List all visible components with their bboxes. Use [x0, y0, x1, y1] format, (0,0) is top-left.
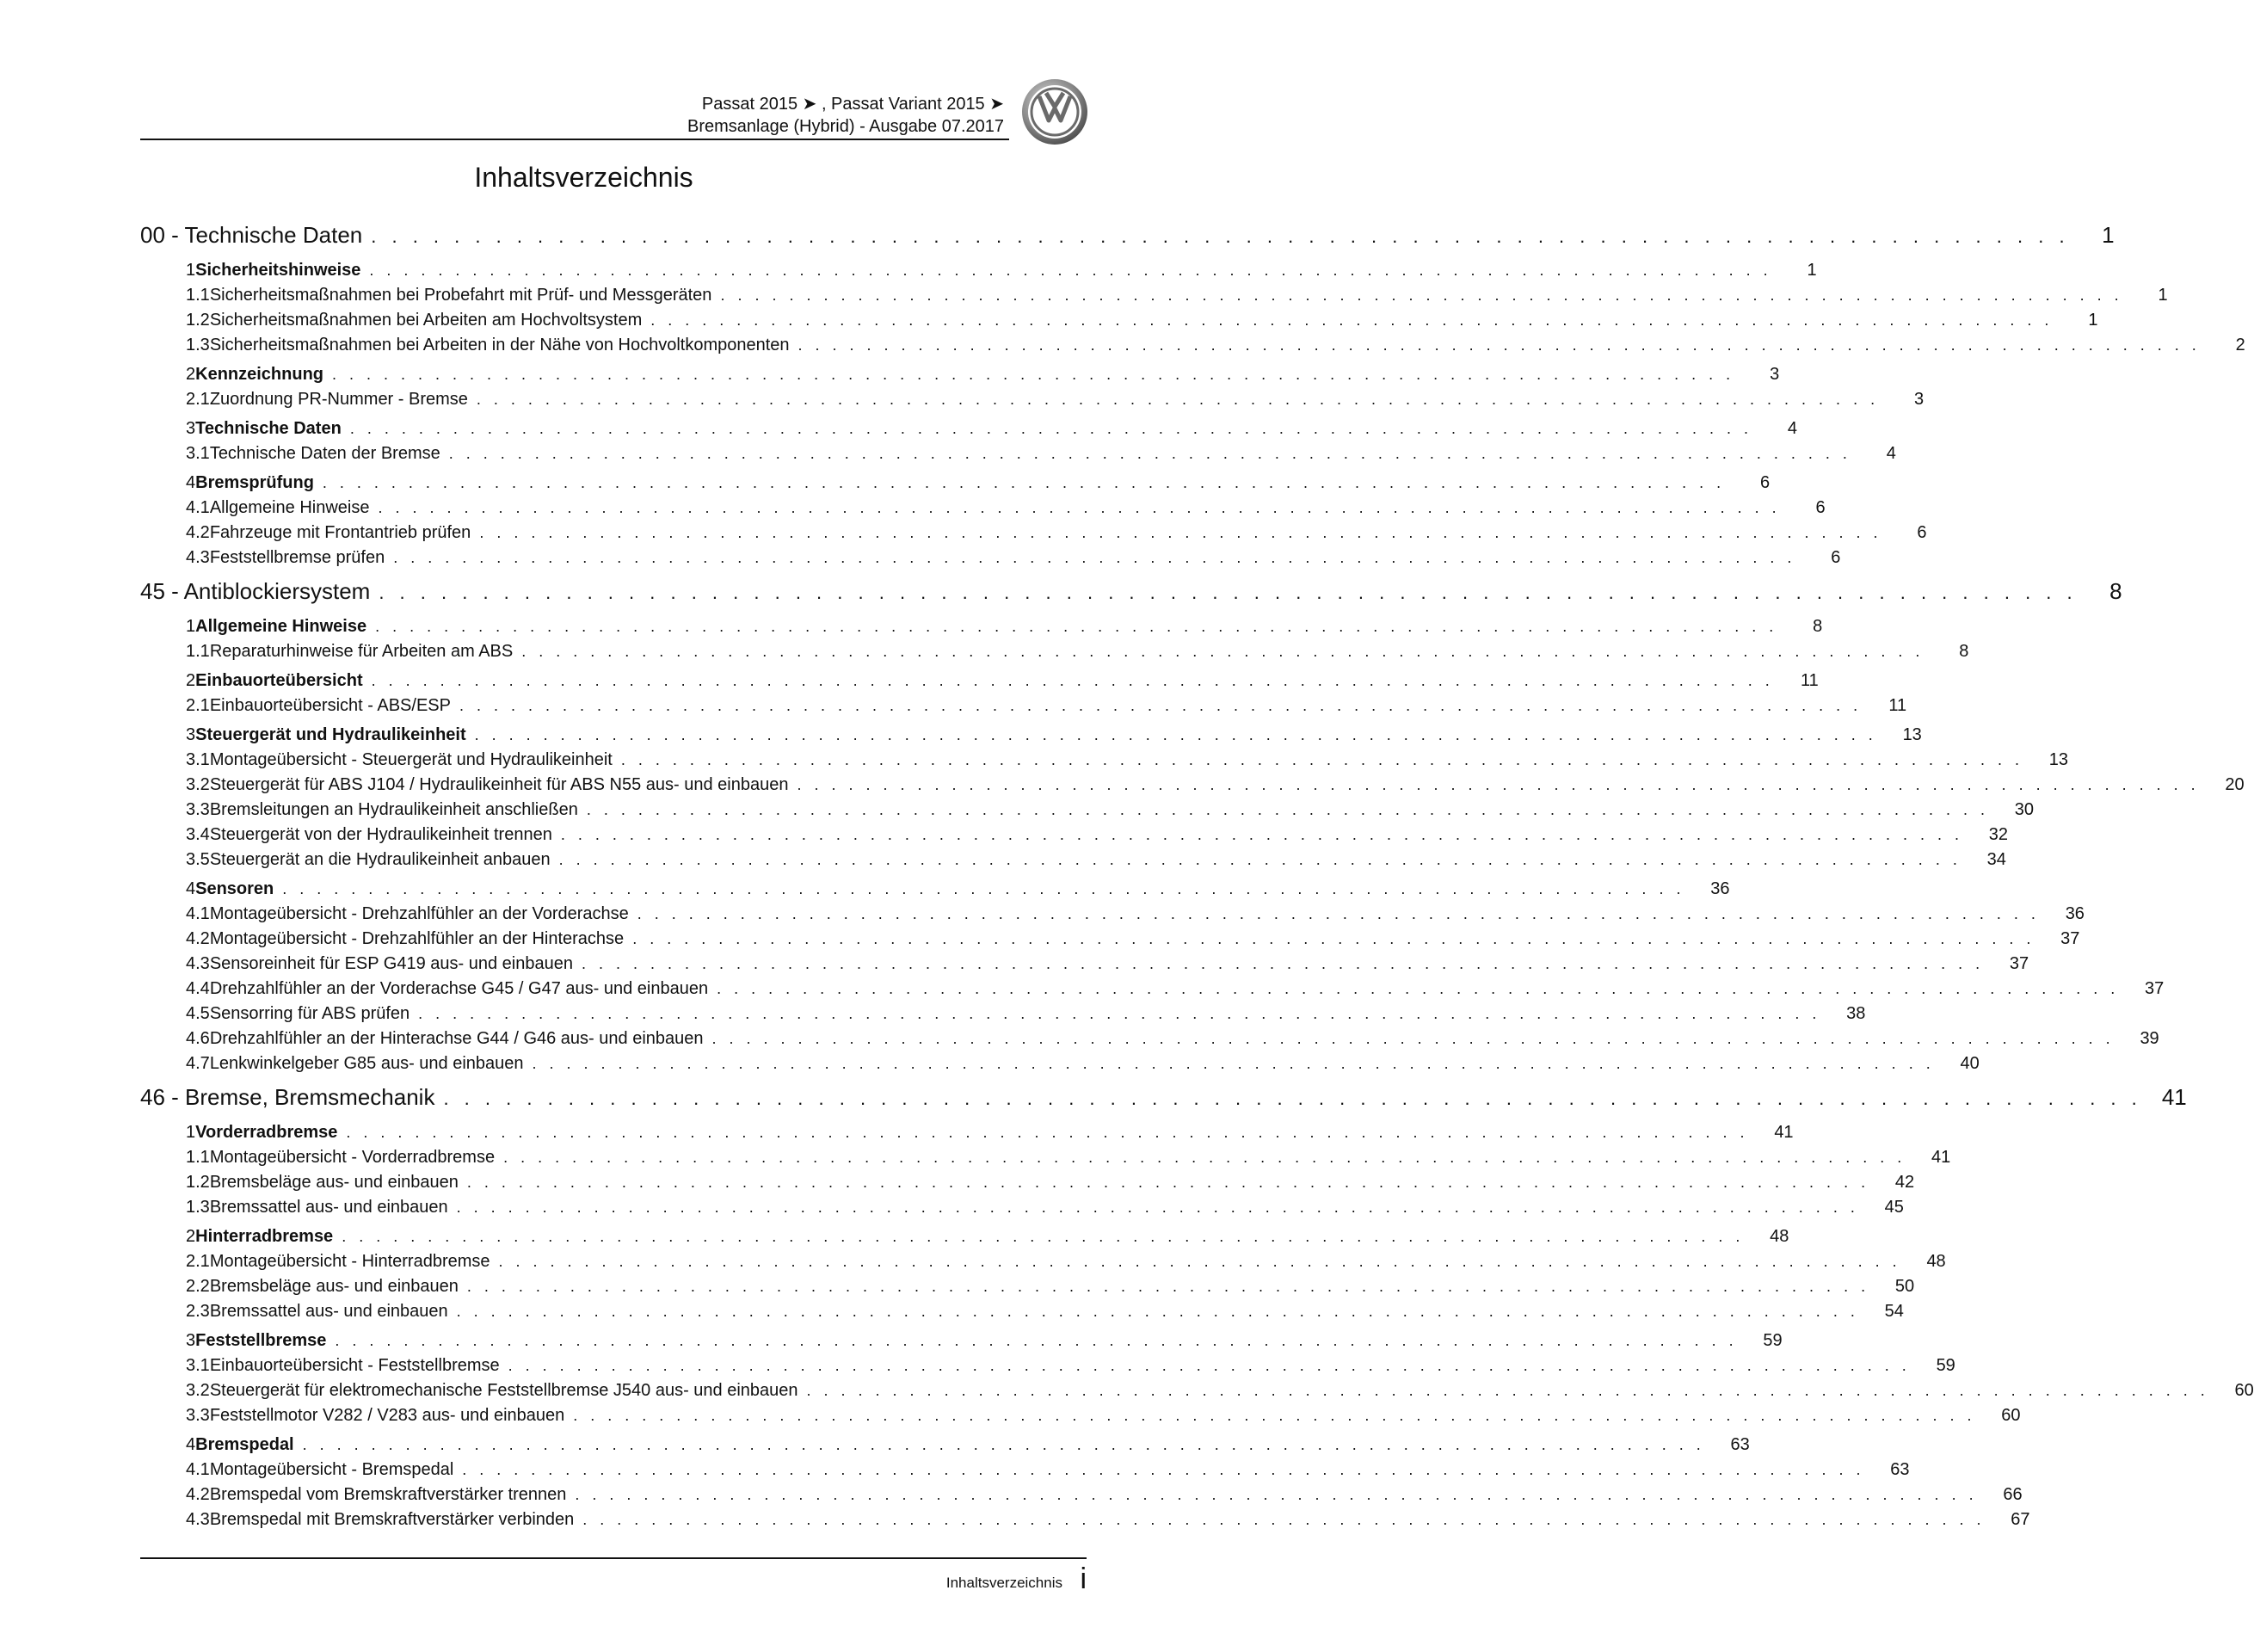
toc-entry-page: 67 — [2011, 1510, 2030, 1529]
toc-entry-title: Steuergerät von der Hydraulikeinheit trennen — [209, 825, 552, 844]
toc-entry[interactable] — [140, 825, 2009, 850]
toc-entry-title: Bremsprüfung — [195, 473, 314, 492]
toc-entry-number: 4 — [186, 473, 196, 492]
toc-entry-number: 2.1 — [186, 390, 210, 409]
toc-entry-page: 4 — [1787, 419, 1797, 438]
toc-entry-number: 2 — [186, 671, 196, 690]
toc-entry-title: Montageübersicht - Vorderradbremse — [209, 1148, 496, 1167]
toc-entry[interactable] — [140, 904, 2085, 929]
toc-entry[interactable] — [140, 642, 1969, 667]
toc-leader-dots: . . . . . . . . . . . . . . . . . . . . . . . . . . . . . . . . . . . . . . . . . . . . . . . . . . . . . . . . . . . . . . . . . . . . . . . . . . . . . . . . . . — [586, 801, 1990, 818]
toc-leader-dots: . . . . . . . . . . . . . . . . . . . . . . . . . . . . . . . . . . . . . . . . . . . . . . . . . . . . . . . . . . . . . . . . . . . . . . . . . . . . . . . . . . — [332, 366, 1735, 383]
toc-entry-page: 54 — [1884, 1302, 1904, 1321]
toc-entry[interactable] — [140, 419, 1797, 444]
header-text — [687, 93, 1004, 138]
toc-entry[interactable] — [140, 1381, 2254, 1406]
toc-entry-number: 2 — [186, 365, 196, 384]
page-header — [140, 93, 1009, 141]
toc-entry-title: Bremssattel aus- und einbauen — [209, 1198, 448, 1217]
toc-entry[interactable] — [140, 498, 1826, 523]
header-edition-line: Bremsanlage (Hybrid) - Ausgabe 07.2017 — [687, 117, 1004, 136]
toc-entry-page: 36 — [2065, 904, 2085, 923]
toc-entry-title: Feststellbremse — [195, 1331, 327, 1350]
toc-entry-number: 3.3 — [186, 1406, 210, 1425]
toc-entry[interactable] — [140, 1331, 1783, 1356]
toc-entry-page: 34 — [1986, 850, 2006, 869]
toc-chapter — [140, 578, 2245, 1079]
toc-entry-number: 1.1 — [186, 286, 210, 305]
toc-chapter-heading[interactable] — [140, 1084, 2187, 1119]
toc-entry-number: 4.1 — [186, 1460, 210, 1479]
toc-entry[interactable] — [140, 929, 2080, 954]
toc-chapter-title: 00 - Technische Daten — [140, 222, 363, 248]
toc-leader-dots: . . . . . . . . . . . . . . . . . . . . . . . . . . . . . . . . . . . . . . . . . . . . . . . . . . . . . . . . . . . . . . . . . . . . . . . . . . . . . . . . . . — [375, 618, 1778, 635]
toc-entry-title: Zuordnung PR-Nummer - Bremse — [209, 390, 468, 409]
toc-leader-dots: . . . . . . . . . . . . . . . . . . . . . . . . . . . . . . . . . . . . . . . . . . . . . . . . . . . . . . . . . . . . . . . . . . . . . . . . . . . . . . . . . . — [717, 980, 2120, 997]
toc-entry[interactable] — [140, 879, 1730, 904]
toc-entry-title: Bremssattel aus- und einbauen — [209, 1302, 448, 1321]
toc-entry-page: 37 — [2145, 979, 2165, 998]
toc-entry-title: Bremsbeläge aus- und einbauen — [209, 1173, 459, 1192]
toc-entry-number: 2.1 — [186, 696, 210, 715]
toc-leader-dots: . . . . . . . . . . . . . . . . . . . . . . . . . . . . . . . . . . . . . . . . . . . . . . . . . . . . . . . . . . . . . . . . . . . . . . . . . . . . . . . . . . — [476, 391, 1880, 408]
toc-group — [140, 879, 2165, 1079]
toc-leader-dots: . . . . . . . . . . . . . . . . . . . . . . . . . . . . . . . . . . . . . . . . . . . . . . . . . . . . . . . . . . . . . . . . . . . . . . . . . . . . . . . . . . — [462, 1461, 1865, 1478]
toc-entry-page: 41 — [1931, 1148, 1951, 1167]
toc-leader-dots: . . . . . . . . . . . . . . . . . . . . . . . . . . . . . . . . . . . . . . . . . . . . . . . . . . . . . . . . . . . . . . . . . . . . . . . . . . . . . . . . . . — [371, 672, 1774, 689]
toc-entry[interactable] — [140, 1029, 2159, 1054]
toc-entry-title: Sensoren — [195, 879, 274, 898]
toc-entry[interactable] — [140, 1460, 1910, 1485]
toc-entry-page: 2 — [2235, 336, 2245, 354]
toc-leader-dots: . . . . . . . . . . . . . . . . . . . . . . . . . . . . . . . . . . . . . . . . . . . . . . . . . . . . . . . . . . . . . . . . . . . . . . . . . . . . . . . . . . — [369, 262, 1772, 279]
toc-entry-page: 30 — [2014, 800, 2035, 819]
toc-leader-dots: . . . . . . . . . . . . . . . . . . . . . . . . . . . . . . . . . . . . . . . . . . . . . . . . . . . . . . . . . . . . . . . . . . . . . . . . . . . . . . . . . . — [720, 287, 2123, 304]
toc-entry-number: 3.4 — [186, 825, 210, 844]
toc-entry-page: 3 — [1913, 390, 1925, 409]
toc-entry-title: Einbauorteübersicht — [195, 671, 363, 690]
toc-entry-number: 2 — [186, 1227, 196, 1246]
toc-leader-dots: . . . . . . . . . . . . . . . . . . . . . . . . . . . . . . . . . . . . . . . . . . . . . . . . . . . . . . . . . . . . . . . . . . . . . . . . . . . . . . . . . . — [456, 1303, 1859, 1320]
toc-group — [140, 671, 1907, 721]
toc-group — [140, 1331, 2254, 1431]
toc-leader-dots: . . . . . . . . . . . . . . . . . . . . . . . . . . . . . . . . . . . . . . . . . . . . . . . . . . . . . . . . . . . . . . . . . . . . . . . . . . . . . . . . . . — [573, 1407, 1976, 1424]
toc-entry[interactable] — [140, 696, 1907, 721]
toc-entry-title: Drehzahlfühler an der Vorderachse G45 / G47 aus- und einbauen — [209, 979, 709, 998]
toc-entry[interactable] — [140, 979, 2165, 1004]
toc-entry-number: 1.3 — [186, 1198, 210, 1217]
toc-leader-dots: . . . . . . . . . . . . . . . . . . . . . . . . . . . . . . . . . . . . . . . . . . . . . . . . . . . . . . . . . . . . . . . . . . . . . . . . . . . . . . . . . . — [456, 1199, 1859, 1216]
toc-leader-dots: . . . . . . . . . . . . . . . . . . . . . . . . . . . . . . . . . . . . . . . . . . . . . . . . . . . . . . . . . . . . . . . . . . . . . . . . . . . . . . . . . . — [418, 1005, 1821, 1022]
toc-entry-number: 4.4 — [186, 979, 210, 998]
toc-entry[interactable] — [140, 1198, 1904, 1223]
toc-leader-dots: . . . . . . . . . . . . . . . . . . . . . . . . . . . . . . . . . . . . . . . . . . . . . . . . . . . . . . . . . . . . . . . . . . . . . . . . . . . . . . . . . . — [349, 420, 1752, 437]
toc-entry-page: 48 — [1770, 1227, 1789, 1246]
toc-leader-dots: . . . . . . . . . . . . . . . . . . . . . . . . . . . . . . . . . . . . . . . . . . . . . . . . . . . . . . . . . . . . . . . . . . . . . . . . . . . . . . . . . . — [582, 1511, 1986, 1528]
toc-leader-dots: . . . . . . . . . . . . . . . . . . . . . . . . . . . . . . . . . . . . . . . . . . . . . . . . . . . . . . . . . . . . . . . . . . . . . . . . . . . . . . . . . . — [620, 751, 2024, 768]
toc-leader-dots: . . . . . . . . . . . . . . . . . . . . . . . . . . . . . . . . . . . . . . . . . . . . . . . . . . . . . . . . . . . . . . . . . . . . . . . . . . . . . . . . . . — [322, 474, 1726, 491]
toc-entry-number: 4.5 — [186, 1004, 210, 1023]
header-model-line: Passat 2015 ➤ , Passat Variant 2015 ➤ — [701, 95, 1004, 114]
toc-entry-page: 38 — [1846, 1004, 1866, 1023]
toc-entry-page: 8 — [1959, 642, 1969, 661]
toc-leader-dots: . . . . . . . . . . . . . . . . . . . . . . . . . . . . . . . . . . . . . . . . . . . . . . . . . . . . . . . . . . . . . . . . . . . . . . . . . . . . . . . . . . — [379, 582, 2078, 603]
toc-chapter-page: 8 — [2109, 578, 2122, 604]
toc-entry[interactable] — [140, 1123, 1794, 1148]
toc-entry-page: 36 — [1710, 879, 1730, 898]
toc-leader-dots: . . . . . . . . . . . . . . . . . . . . . . . . . . . . . . . . . . . . . . . . . . . . . . . . . . . . . . . . . . . . . . . . . . . . . . . . . . . . . . . . . . — [448, 445, 1851, 462]
toc-entry[interactable] — [140, 1302, 1904, 1327]
toc-entry[interactable] — [140, 671, 1819, 696]
toc-entry-page: 1 — [2088, 311, 2098, 330]
toc-entry[interactable] — [140, 617, 1823, 642]
toc-leader-dots: . . . . . . . . . . . . . . . . . . . . . . . . . . . . . . . . . . . . . . . . . . . . . . . . . . . . . . . . . . . . . . . . . . . . . . . . . . . . . . . . . . — [335, 1332, 1738, 1349]
toc-entry-title: Lenkwinkelgeber G85 aus- und einbauen — [209, 1054, 524, 1073]
toc-entry-number: 1.2 — [186, 1173, 210, 1192]
toc-entry-title: Feststellmotor V282 / V283 aus- und einbauen — [209, 1406, 565, 1425]
toc-chapter-heading[interactable] — [140, 578, 2122, 613]
toc-leader-dots: . . . . . . . . . . . . . . . . . . . . . . . . . . . . . . . . . . . . . . . . . . . . . . . . . . . . . . . . . . . . . . . . . . . . . . . . . . . . . . . . . . — [393, 549, 1796, 566]
toc-entry-title: Steuergerät und Hydraulikeinheit — [195, 725, 466, 744]
toc-entry[interactable] — [140, 725, 1922, 750]
toc-leader-dots: . . . . . . . . . . . . . . . . . . . . . . . . . . . . . . . . . . . . . . . . . . . . . . . . . . . . . . . . . . . . . . . . . . . . . . . . . . . . . . . . . . — [806, 1382, 2209, 1399]
toc-leader-dots: . . . . . . . . . . . . . . . . . . . . . . . . . . . . . . . . . . . . . . . . . . . . . . . . . . . . . . . . . . . . . . . . . . . . . . . . . . . . . . . . . . — [632, 930, 2035, 947]
toc-entry-number: 4.1 — [186, 904, 210, 923]
toc-entry-number: 4.3 — [186, 1510, 210, 1529]
toc-group — [140, 725, 2245, 875]
toc-chapter-title: 46 - Bremse, Bremsmechanik — [140, 1084, 435, 1110]
toc-entry-title: Drehzahlfühler an der Hinterachse G44 / G46 aus- und einbauen — [209, 1029, 704, 1048]
toc-entry-number: 2.3 — [186, 1302, 210, 1321]
toc-entry-page: 59 — [1936, 1356, 1955, 1375]
toc-leader-dots: . . . . . . . . . . . . . . . . . . . . . . . . . . . . . . . . . . . . . . . . . . . . . . . . . . . . . . . . . . . . . . . . . . . . . . . . . . . . . . . . . . — [371, 225, 2070, 247]
footer-rule — [140, 1557, 1087, 1559]
toc-entry[interactable] — [140, 800, 2035, 825]
toc-entry-page: 1 — [2158, 286, 2168, 305]
table-of-contents — [140, 222, 2254, 1540]
toc-entry[interactable] — [140, 336, 2245, 361]
toc-leader-dots: . . . . . . . . . . . . . . . . . . . . . . . . . . . . . . . . . . . . . . . . . . . . . . . . . . . . . . . . . . . . . . . . . . . . . . . . . . . . . . . . . . — [575, 1486, 1978, 1503]
toc-entry-page: 45 — [1884, 1198, 1904, 1217]
toc-entry-title: Einbauorteübersicht - Feststellbremse — [209, 1356, 500, 1375]
toc-entry-title: Montageübersicht - Steuergerät und Hydraulikeinheit — [209, 750, 613, 769]
toc-entry-number: 1 — [186, 261, 196, 280]
toc-entry-number: 3 — [186, 1331, 196, 1350]
toc-entry[interactable] — [140, 1435, 1750, 1460]
toc-entry-number: 1.1 — [186, 1148, 210, 1167]
toc-entry-page: 37 — [2060, 929, 2080, 948]
toc-entry-number: 3.1 — [186, 750, 210, 769]
toc-entry-page: 60 — [2001, 1406, 2021, 1425]
toc-entry-title: Einbauorteübersicht - ABS/ESP — [209, 696, 451, 715]
toc-leader-dots: . . . . . . . . . . . . . . . . . . . . . . . . . . . . . . . . . . . . . . . . . . . . . . . . . . . . . . . . . . . . . . . . . . . . . . . . . . . . . . . . . . — [650, 311, 2054, 329]
toc-entry-number: 1.3 — [186, 336, 210, 354]
toc-chapter-page: 41 — [2161, 1084, 2187, 1110]
toc-chapter-heading[interactable] — [140, 222, 2115, 256]
toc-leader-dots: . . . . . . . . . . . . . . . . . . . . . . . . . . . . . . . . . . . . . . . . . . . . . . . . . . . . . . . . . . . . . . . . . . . . . . . . . . . . . . . . . . — [474, 726, 1877, 743]
toc-entry-title: Sicherheitsmaßnahmen bei Arbeiten in der Nähe von Hochvoltkomponenten — [209, 336, 790, 354]
toc-chapter-title: 45 - Antiblockiersystem — [140, 578, 371, 604]
footer-label: Inhaltsverzeichnis — [945, 1575, 1062, 1591]
toc-entry-title: Sensoreinheit für ESP G419 aus- und einbauen — [209, 954, 573, 973]
toc-entry[interactable] — [140, 1227, 1789, 1252]
toc-entry-page: 40 — [1960, 1054, 1980, 1073]
toc-entry[interactable] — [140, 1004, 1866, 1029]
toc-entry-number: 4 — [186, 1435, 196, 1454]
toc-entry[interactable] — [140, 850, 2006, 875]
toc-entry-title: Montageübersicht - Drehzahlfühler an der Vorderachse — [209, 904, 629, 923]
toc-entry-number: 3 — [186, 725, 196, 744]
toc-entry-page: 3 — [1770, 365, 1780, 384]
toc-leader-dots: . . . . . . . . . . . . . . . . . . . . . . . . . . . . . . . . . . . . . . . . . . . . . . . . . . . . . . . . . . . . . . . . . . . . . . . . . . . . . . . . . . — [459, 697, 1863, 714]
toc-entry-page: 37 — [2009, 954, 2029, 973]
toc-leader-dots: . . . . . . . . . . . . . . . . . . . . . . . . . . . . . . . . . . . . . . . . . . . . . . . . . . . . . . . . . . . . . . . . . . . . . . . . . . . . . . . . . . — [443, 1088, 2142, 1109]
toc-entry[interactable] — [140, 311, 2098, 336]
toc-entry-number: 1.1 — [186, 642, 210, 661]
toc-entry-page: 4 — [1886, 444, 1896, 463]
toc-entry-page: 63 — [1730, 1435, 1750, 1454]
toc-entry-number: 3.3 — [186, 800, 210, 819]
toc-entry-page: 59 — [1763, 1331, 1783, 1350]
toc-leader-dots: . . . . . . . . . . . . . . . . . . . . . . . . . . . . . . . . . . . . . . . . . . . . . . . . . . . . . . . . . . . . . . . . . . . . . . . . . . . . . . . . . . — [558, 851, 1961, 868]
toc-entry-number: 1 — [186, 617, 196, 636]
toc-leader-dots: . . . . . . . . . . . . . . . . . . . . . . . . . . . . . . . . . . . . . . . . . . . . . . . . . . . . . . . . . . . . . . . . . . . . . . . . . . . . . . . . . . — [498, 1253, 1901, 1270]
toc-entry[interactable] — [140, 1252, 1946, 1277]
toc-entry-title: Sicherheitsmaßnahmen bei Probefahrt mit Prüf- und Messgeräten — [209, 286, 712, 305]
toc-group — [140, 419, 1896, 469]
toc-entry-number: 3.2 — [186, 775, 210, 794]
toc-entry-title: Fahrzeuge mit Frontantrieb prüfen — [209, 523, 471, 542]
toc-group — [140, 617, 1969, 667]
toc-entry[interactable] — [140, 1406, 2021, 1431]
toc-entry-title: Bremspedal mit Bremskraftverstärker verbinden — [209, 1510, 575, 1529]
toc-chapter-page: 1 — [2102, 222, 2115, 248]
toc-entry-page: 11 — [1888, 696, 1907, 715]
toc-entry-title: Technische Daten der Bremse — [209, 444, 440, 463]
toc-entry-title: Bremspedal — [195, 1435, 294, 1454]
toc-leader-dots: . . . . . . . . . . . . . . . . . . . . . . . . . . . . . . . . . . . . . . . . . . . . . . . . . . . . . . . . . . . . . . . . . . . . . . . . . . . . . . . . . . — [342, 1228, 1745, 1245]
toc-entry[interactable] — [140, 1054, 1980, 1079]
toc-entry-title: Montageübersicht - Drehzahlfühler an der Hinterachse — [209, 929, 625, 948]
toc-entry[interactable] — [140, 365, 1780, 390]
toc-entry[interactable] — [140, 1510, 2030, 1535]
toc-leader-dots: . . . . . . . . . . . . . . . . . . . . . . . . . . . . . . . . . . . . . . . . . . . . . . . . . . . . . . . . . . . . . . . . . . . . . . . . . . . . . . . . . . — [466, 1278, 1870, 1295]
toc-entry-page: 42 — [1894, 1173, 1915, 1192]
toc-group — [140, 1227, 1946, 1327]
toc-entry-number: 1 — [186, 1123, 196, 1142]
toc-entry-title: Technische Daten — [195, 419, 342, 438]
toc-entry-number: 3.2 — [186, 1381, 210, 1400]
toc-chapter — [140, 222, 2245, 573]
toc-entry-title: Montageübersicht - Hinterradbremse — [209, 1252, 490, 1271]
toc-entry-title: Vorderradbremse — [195, 1123, 338, 1142]
toc-leader-dots: . . . . . . . . . . . . . . . . . . . . . . . . . . . . . . . . . . . . . . . . . . . . . . . . . . . . . . . . . . . . . . . . . . . . . . . . . . . . . . . . . . — [466, 1174, 1870, 1191]
toc-entry-number: 4.2 — [186, 1485, 210, 1504]
toc-entry[interactable] — [140, 548, 1841, 573]
toc-entry[interactable] — [140, 1277, 1915, 1302]
toc-entry-title: Allgemeine Hinweise — [195, 617, 367, 636]
toc-leader-dots: . . . . . . . . . . . . . . . . . . . . . . . . . . . . . . . . . . . . . . . . . . . . . . . . . . . . . . . . . . . . . . . . . . . . . . . . . . . . . . . . . . — [637, 905, 2040, 922]
toc-leader-dots: . . . . . . . . . . . . . . . . . . . . . . . . . . . . . . . . . . . . . . . . . . . . . . . . . . . . . . . . . . . . . . . . . . . . . . . . . . . . . . . . . . — [532, 1055, 1935, 1072]
toc-entry-page: 63 — [1890, 1460, 1910, 1479]
toc-leader-dots: . . . . . . . . . . . . . . . . . . . . . . . . . . . . . . . . . . . . . . . . . . . . . . . . . . . . . . . . . . . . . . . . . . . . . . . . . . . . . . . . . . — [521, 643, 1925, 660]
toc-entry-number: 1.2 — [186, 311, 210, 330]
toc-leader-dots: . . . . . . . . . . . . . . . . . . . . . . . . . . . . . . . . . . . . . . . . . . . . . . . . . . . . . . . . . . . . . . . . . . . . . . . . . . . . . . . . . . — [797, 776, 2200, 793]
toc-entry-page: 6 — [1831, 548, 1841, 567]
toc-leader-dots: . . . . . . . . . . . . . . . . . . . . . . . . . . . . . . . . . . . . . . . . . . . . . . . . . . . . . . . . . . . . . . . . . . . . . . . . . . . . . . . . . . — [581, 955, 1985, 972]
toc-entry-title: Allgemeine Hinweise — [209, 498, 370, 517]
toc-entry-number: 3.1 — [186, 444, 210, 463]
toc-entry-page: 6 — [1815, 498, 1826, 517]
toc-entry-title: Reparaturhinweise für Arbeiten am ABS — [209, 642, 514, 661]
toc-entry[interactable] — [140, 473, 1771, 498]
toc-entry-page: 50 — [1894, 1277, 1915, 1296]
toc-entry-number: 4.3 — [186, 954, 210, 973]
toc-group — [140, 365, 1925, 415]
toc-group — [140, 473, 1927, 573]
toc-entry[interactable] — [140, 390, 1925, 415]
vw-logo-icon — [1020, 77, 1089, 146]
toc-entry[interactable] — [140, 286, 2168, 311]
toc-entry-title: Bremspedal vom Bremskraftverstärker trennen — [209, 1485, 567, 1504]
toc-entry-title: Hinterradbremse — [195, 1227, 334, 1246]
toc-entry[interactable] — [140, 954, 2029, 979]
toc-entry-number: 4.2 — [186, 523, 210, 542]
toc-entry[interactable] — [140, 750, 2069, 775]
toc-entry-page: 20 — [2225, 775, 2245, 794]
toc-entry-title: Sensorring für ABS prüfen — [209, 1004, 410, 1023]
toc-entry-page: 13 — [2048, 750, 2069, 769]
toc-entry-page: 66 — [2003, 1485, 2023, 1504]
toc-entry-number: 3.1 — [186, 1356, 210, 1375]
toc-entry-title: Steuergerät für elektromechanische Feststellbremse J540 aus- und einbauen — [209, 1381, 798, 1400]
header-rule — [140, 139, 1009, 140]
toc-entry-page: 11 — [1801, 671, 1819, 690]
toc-leader-dots: . . . . . . . . . . . . . . . . . . . . . . . . . . . . . . . . . . . . . . . . . . . . . . . . . . . . . . . . . . . . . . . . . . . . . . . . . . . . . . . . . . — [560, 826, 1964, 843]
toc-entry-page: 8 — [1813, 617, 1823, 636]
toc-entry-page: 6 — [1917, 523, 1927, 542]
toc-leader-dots: . . . . . . . . . . . . . . . . . . . . . . . . . . . . . . . . . . . . . . . . . . . . . . . . . . . . . . . . . . . . . . . . . . . . . . . . . . . . . . . . . . — [378, 499, 1781, 516]
toc-entry[interactable] — [140, 775, 2245, 800]
toc-group — [140, 1435, 2030, 1535]
toc-leader-dots: . . . . . . . . . . . . . . . . . . . . . . . . . . . . . . . . . . . . . . . . . . . . . . . . . . . . . . . . . . . . . . . . . . . . . . . . . . . . . . . . . . — [282, 880, 1685, 897]
toc-entry-page: 13 — [1902, 725, 1922, 744]
toc-entry-page: 39 — [2140, 1029, 2159, 1048]
toc-entry-number: 4.7 — [186, 1054, 210, 1073]
toc-entry-number: 2.2 — [186, 1277, 210, 1296]
toc-leader-dots: . . . . . . . . . . . . . . . . . . . . . . . . . . . . . . . . . . . . . . . . . . . . . . . . . . . . . . . . . . . . . . . . . . . . . . . . . . . . . . . . . . — [503, 1149, 1906, 1166]
page-title: Inhaltsverzeichnis — [474, 162, 693, 193]
toc-leader-dots: . . . . . . . . . . . . . . . . . . . . . . . . . . . . . . . . . . . . . . . . . . . . . . . . . . . . . . . . . . . . . . . . . . . . . . . . . . . . . . . . . . — [508, 1357, 1911, 1374]
toc-leader-dots: . . . . . . . . . . . . . . . . . . . . . . . . . . . . . . . . . . . . . . . . . . . . . . . . . . . . . . . . . . . . . . . . . . . . . . . . . . . . . . . . . . — [346, 1124, 1749, 1141]
toc-entry-title: Montageübersicht - Bremspedal — [209, 1460, 454, 1479]
toc-entry-page: 1 — [1807, 261, 1817, 280]
toc-group — [140, 1123, 1951, 1223]
toc-entry-title: Feststellbremse prüfen — [209, 548, 385, 567]
toc-leader-dots: . . . . . . . . . . . . . . . . . . . . . . . . . . . . . . . . . . . . . . . . . . . . . . . . . . . . . . . . . . . . . . . . . . . . . . . . . . . . . . . . . . — [798, 336, 2201, 354]
toc-entry[interactable] — [140, 523, 1927, 548]
toc-entry[interactable] — [140, 261, 1817, 286]
toc-entry[interactable] — [140, 1485, 2023, 1510]
toc-entry-page: 6 — [1759, 473, 1771, 492]
toc-entry-number: 4 — [186, 879, 196, 898]
toc-leader-dots: . . . . . . . . . . . . . . . . . . . . . . . . . . . . . . . . . . . . . . . . . . . . . . . . . . . . . . . . . . . . . . . . . . . . . . . . . . . . . . . . . . — [711, 1030, 2115, 1047]
toc-entry-page: 60 — [2234, 1381, 2254, 1400]
toc-leader-dots: . . . . . . . . . . . . . . . . . . . . . . . . . . . . . . . . . . . . . . . . . . . . . . . . . . . . . . . . . . . . . . . . . . . . . . . . . . . . . . . . . . — [302, 1436, 1705, 1453]
toc-chapter — [140, 1084, 2254, 1535]
toc-entry-number: 3.5 — [186, 850, 210, 869]
toc-entry-title: Bremsleitungen an Hydraulikeinheit anschließen — [209, 800, 578, 819]
toc-entry-title: Sicherheitsmaßnahmen bei Arbeiten am Hochvoltsystem — [209, 311, 643, 330]
toc-entry-page: 41 — [1774, 1123, 1794, 1142]
toc-entry-number: 4.1 — [186, 498, 210, 517]
toc-entry-title: Steuergerät an die Hydraulikeinheit anbauen — [209, 850, 551, 869]
toc-entry-number: 4.2 — [186, 929, 210, 948]
toc-entry-title: Sicherheitshinweise — [195, 261, 361, 280]
toc-group — [140, 261, 2245, 361]
toc-entry[interactable] — [140, 1356, 1955, 1381]
toc-entry-title: Steuergerät für ABS J104 / Hydraulikeinheit für ABS N55 aus- und einbauen — [209, 775, 789, 794]
toc-entry-title: Kennzeichnung — [195, 365, 324, 384]
footer-page-number: i — [1080, 1563, 1087, 1595]
toc-entry-page: 48 — [1926, 1252, 1946, 1271]
toc-leader-dots: . . . . . . . . . . . . . . . . . . . . . . . . . . . . . . . . . . . . . . . . . . . . . . . . . . . . . . . . . . . . . . . . . . . . . . . . . . . . . . . . . . — [479, 524, 1882, 541]
toc-entry-number: 4.6 — [186, 1029, 210, 1048]
toc-entry[interactable] — [140, 444, 1896, 469]
toc-entry-number: 2.1 — [186, 1252, 210, 1271]
toc-entry-page: 32 — [1988, 825, 2009, 844]
toc-entry-title: Bremsbeläge aus- und einbauen — [209, 1277, 459, 1296]
toc-entry-number: 3 — [186, 419, 196, 438]
toc-entry-number: 4.3 — [186, 548, 210, 567]
toc-entry[interactable] — [140, 1173, 1915, 1198]
toc-entry[interactable] — [140, 1148, 1951, 1173]
